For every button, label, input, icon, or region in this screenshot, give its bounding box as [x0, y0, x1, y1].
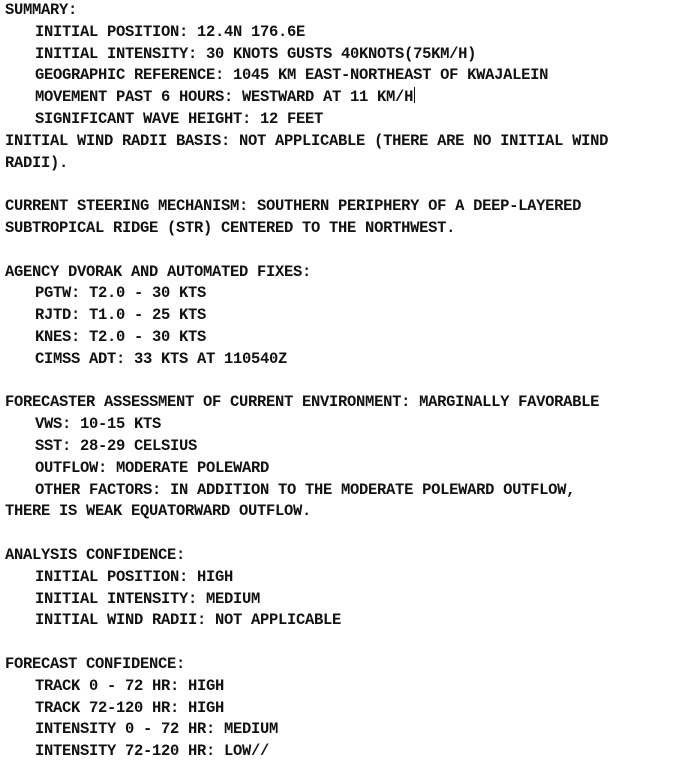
spacer — [5, 174, 695, 196]
fixes-heading: AGENCY DVORAK AND AUTOMATED FIXES: — [5, 262, 312, 281]
spacer — [5, 523, 695, 545]
movement-line[interactable] — [5, 87, 695, 109]
movement-text[interactable]: MOVEMENT PAST 6 HOURS: WESTWARD AT 11 KM/H — [35, 88, 414, 107]
fix-pgtw: PGTW: T2.0 - 30 KTS — [35, 284, 207, 303]
analysis-initial-intensity: INITIAL INTENSITY: MEDIUM — [35, 589, 261, 608]
steering-line1: CURRENT STEERING MECHANISM: SOUTHERN PERIPHERY OF A DEEP-LAYERED — [5, 197, 582, 216]
fix-knes: KNES: T2.0 - 30 KTS — [35, 327, 207, 346]
environment-vws: VWS: 10-15 KTS — [35, 415, 162, 434]
initial-intensity: INITIAL INTENSITY: 30 KNOTS GUSTS 40KNOTS(75KM/H) — [35, 44, 477, 63]
spacer — [5, 371, 695, 393]
forecast-intensity-72-120: INTENSITY 72-120 HR: LOW// — [35, 742, 270, 761]
environment-sst: SST: 28-29 CELSIUS — [35, 436, 198, 455]
initial-position: INITIAL POSITION: 12.4N 176.6E — [35, 22, 306, 41]
bulletin-document — [5, 0, 695, 763]
analysis-confidence-heading: ANALYSIS CONFIDENCE: — [5, 545, 186, 564]
wind-radii-basis-line1: INITIAL WIND RADII BASIS: NOT APPLICABLE (THERE ARE NO INITIAL WIND — [5, 131, 609, 150]
fix-rjtd: RJTD: T1.0 - 25 KTS — [35, 306, 207, 325]
summary-heading: SUMMARY: — [5, 1, 78, 19]
environment-outflow: OUTFLOW: MODERATE POLEWARD — [35, 458, 270, 477]
environment-continuation: THERE IS WEAK EQUATORWARD OUTFLOW. — [5, 502, 312, 521]
forecast-intensity-0-72: INTENSITY 0 - 72 HR: MEDIUM — [35, 720, 279, 739]
geographic-reference: GEOGRAPHIC REFERENCE: 1045 KM EAST-NORTHEAST OF KWAJALEIN — [35, 66, 549, 85]
steering-line2: SUBTROPICAL RIDGE (STR) CENTERED TO THE NORTHWEST. — [5, 218, 456, 237]
analysis-initial-wind-radii: INITIAL WIND RADII: NOT APPLICABLE — [35, 611, 342, 630]
forecast-confidence-heading: FORECAST CONFIDENCE: — [5, 654, 186, 673]
forecast-track-0-72: TRACK 0 - 72 HR: HIGH — [35, 676, 225, 695]
environment-heading: FORECASTER ASSESSMENT OF CURRENT ENVIRONMENT: MARGINALLY FAVORABLE — [5, 393, 600, 412]
forecast-track-72-120: TRACK 72-120 HR: HIGH — [35, 698, 225, 717]
spacer — [5, 240, 695, 262]
fix-cimss-adt: CIMSS ADT: 33 KTS AT 110540Z — [35, 349, 288, 368]
environment-other-factors: OTHER FACTORS: IN ADDITION TO THE MODERATE POLEWARD OUTFLOW, — [35, 480, 576, 499]
wind-radii-basis-line2: RADII). — [5, 153, 69, 172]
spacer — [5, 632, 695, 654]
text-cursor — [414, 87, 415, 103]
wave-height: SIGNIFICANT WAVE HEIGHT: 12 FEET — [35, 109, 324, 128]
analysis-initial-position: INITIAL POSITION: HIGH — [35, 567, 234, 586]
